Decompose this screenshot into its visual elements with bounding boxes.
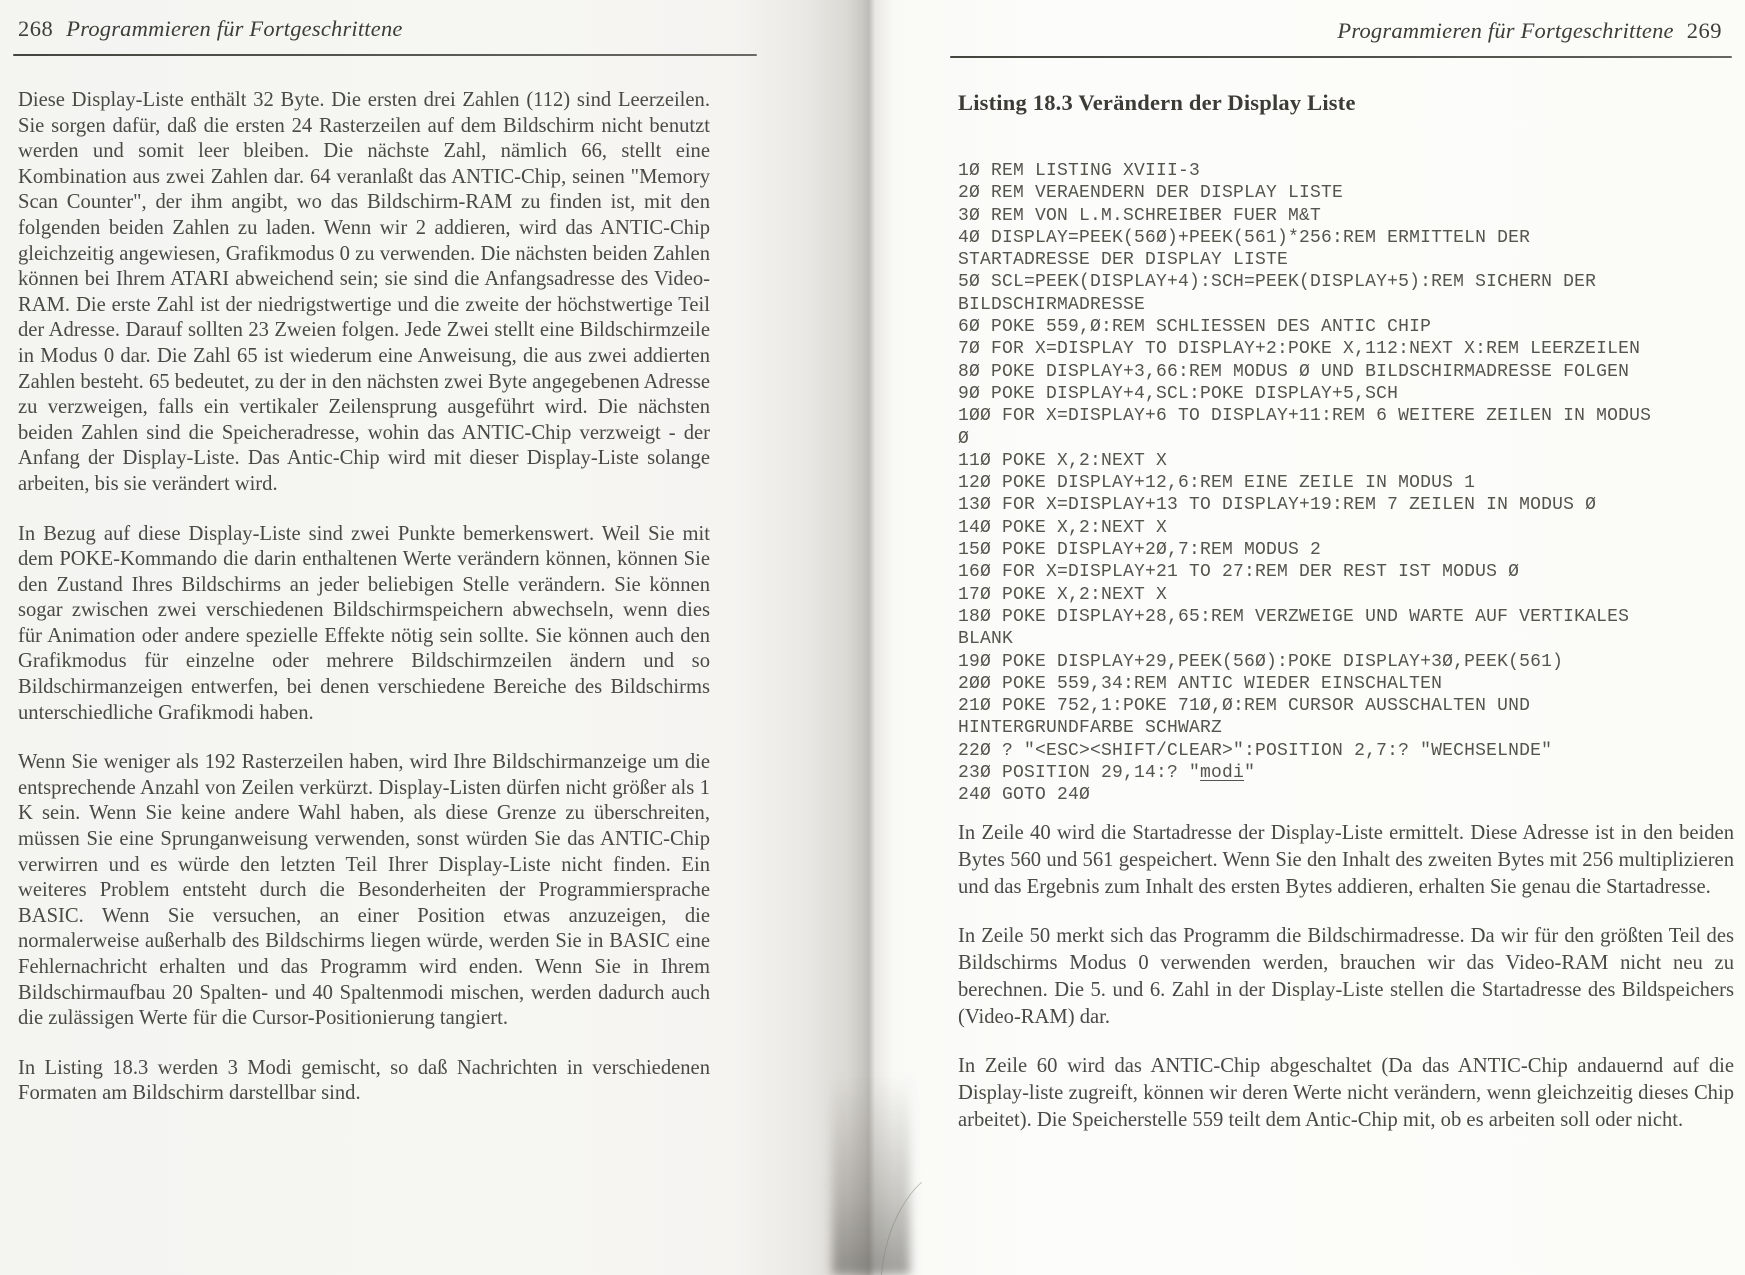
left-header-rule	[13, 54, 757, 56]
code-line: 14Ø POKE X,2:NEXT X	[958, 517, 1168, 538]
code-line: 11Ø POKE X,2:NEXT X	[958, 450, 1168, 471]
right-paragraph-3: In Zeile 60 wird das ANTIC-Chip abgeschaltet (Da das ANTIC-Chip andauernd auf die Display-liste zugreift, können wir deren Werte nicht verändern, wenn gleichzeitig dieses Chip arbeitet). Die Speicherstelle 559 teilt dem Antic-Chip mit, ob es arbeiten soll oder nicht.	[958, 1055, 1734, 1131]
code-line: 6Ø POKE 559,Ø:REM SCHLIESSEN DES ANTIC CHIP	[958, 317, 1432, 338]
right-paragraph-2: In Zeile 50 merkt sich das Programm die Bildschirmadresse. Da wir für den größten Teil des Bildschirms Modus 0 verwenden werden, brauchen wir das Video-RAM nicht neu zu berechnen. Die 5. und 6. Zahl in der Display-Liste stellen die Startadresse des Bildspeichers (Video-RAM) dar.	[958, 925, 1734, 1028]
code-line: BLANK	[958, 629, 1014, 650]
code-line: 4Ø DISPLAY=PEEK(56Ø)+PEEK(561)*256:REM ERMITTELN DER	[958, 227, 1531, 248]
code-line: 15Ø POKE DISPLAY+2Ø,7:REM MODUS 2	[958, 540, 1322, 561]
code-text: "	[1244, 763, 1256, 784]
code-line: 2Ø REM VERAENDERN DER DISPLAY LISTE	[958, 183, 1344, 204]
right-running-head	[1337, 18, 1722, 44]
right-page-body	[958, 820, 1734, 1156]
right-page-number: 269	[1686, 18, 1722, 43]
code-line: 12Ø POKE DISPLAY+12,6:REM EINE ZEILE IN MODUS 1	[958, 473, 1476, 494]
left-paragraph-4: In Listing 18.3 werden 3 Modi gemischt, so daß Nachrichten in verschiedenen Formaten am Bildschirm darstellbar sind.	[18, 1056, 710, 1105]
code-line: 13Ø FOR X=DISPLAY+13 TO DISPLAY+19:REM 7 ZEILEN IN MODUS Ø	[958, 495, 1597, 516]
code-line: 1Ø REM LISTING XVIII-3	[958, 161, 1201, 181]
code-line: 3Ø REM VON L.M.SCHREIBER FUER M&T	[958, 205, 1322, 226]
left-paragraph-2: In Bezug auf diese Display-Liste sind zwei Punkte bemerkenswert. Weil Sie mit dem POKE-Kommando die darin enthaltenen Werte verändern können, können Sie den Zustand Ihres Bildschirms an jeder beliebigen Stelle verändern. Sie können sogar zwischen zwei verschiedenen Bildschirmspeichern abwechseln, wenn dies für Animation oder andere spezielle Effekte nötig sein sollte. Sie können auch den Grafikmodus für einzelne oder mehrere Bildschirmzeilen ändern und so Bildschirmanzeigen entwerfen, bei denen verschiedene Bereiche des Bildschirms unterschiedliche Grafikmodi haben.	[18, 522, 710, 724]
code-line: 7Ø FOR X=DISPLAY TO DISPLAY+2:POKE X,112:NEXT X:REM LEERZEILEN	[958, 339, 1641, 360]
code-line: BILDSCHIRMADRESSE	[958, 294, 1146, 315]
code-line: 17Ø POKE X,2:NEXT X	[958, 584, 1168, 605]
basic-code-listing	[958, 160, 1738, 807]
right-header-rule	[950, 56, 1732, 58]
left-running-head	[18, 16, 403, 42]
code-line	[958, 762, 1738, 784]
code-line: Ø	[958, 428, 970, 449]
right-paragraph-1: In Zeile 40 wird die Startadresse der Display-Liste ermittelt. Diese Adresse ist in den beiden Bytes 560 und 561 gespeichert. Wenn Sie den Inhalt des zweiten Bytes mit 256 multiplizieren und das Ergebnis zum Inhalt des ersten Bytes addieren, erhalten Sie genau die Startadresse.	[958, 822, 1734, 898]
code-line: 1ØØ FOR X=DISPLAY+6 TO DISPLAY+11:REM 6 WEITERE ZEILEN IN MODUS	[958, 406, 1652, 427]
code-text: 23Ø POSITION 29,14:? "	[958, 763, 1201, 784]
code-line: 9Ø POKE DISPLAY+4,SCL:POKE DISPLAY+5,SCH	[958, 383, 1399, 404]
code-line: 19Ø POKE DISPLAY+29,PEEK(56Ø):POKE DISPLAY+3Ø,PEEK(561)	[958, 651, 1564, 672]
left-paragraph-1: Diese Display-Liste enthält 32 Byte. Die ersten drei Zahlen (112) sind Leerzeilen. Sie sorgen dafür, daß die ersten 24 Rasterzeilen auf dem Bildschirm nicht benutzt werden und somit leer bleiben. Die nächste Zahl, nämlich 66, stellt eine Kombination aus zwei Zahlen dar. 64 veranlaßt das ANTIC-Chip, seinen "Memory Scan Counter", der ihm angibt, wo das Bildschirm-RAM zu finden ist, mit den folgenden beiden Zahlen zu laden. Wenn wir 2 addieren, wird das ANTIC-Chip gleichzeitig angewiesen, Grafikmodus 0 zu verwenden. Die nächsten beiden Zahlen können bei Ihrem ATARI abweichend sein; sie sind die Anfangsadresse des Video-RAM. Die erste Zahl ist der niedrigstwertige und die zweite der höchstwertige Teil der Adresse. Darauf sollten 23 Zweien folgen. Jede Zwei stellt eine Bildschirmzeile in Modus 0 dar. Die Zahl 65 ist wiederum eine Anweisung, die aus zwei addierten Zahlen besteht. 65 bedeutet, zu der in den nächsten zwei Byte angegebenen Adresse zu verzweigen, falls ein vertikaler Zeilensprung ausgeführt wird. Die nächsten beiden Zahlen sind die Speicheradresse, wohin das ANTIC-Chip verzweigt - der Anfang der Display-Liste. Das Antic-Chip wird mit dieser Display-Liste solange arbeiten, bis sie verändert wird.	[18, 89, 710, 495]
code-line: 8Ø POKE DISPLAY+3,66:REM MODUS Ø UND BILDSCHIRMADRESSE FOLGEN	[958, 361, 1630, 382]
code-line: 22Ø ? "<ESC><SHIFT/CLEAR>":POSITION 2,7:? "WECHSELNDE"	[958, 740, 1553, 761]
listing-heading: Listing 18.3 Verändern der Display Liste	[958, 90, 1356, 115]
code-line: 24Ø GOTO 24Ø	[958, 785, 1091, 806]
code-line: 2ØØ POKE 559,34:REM ANTIC WIEDER EINSCHALTEN	[958, 673, 1443, 694]
left-page-number: 268	[18, 16, 54, 41]
code-line: 5Ø SCL=PEEK(DISPLAY+4):SCH=PEEK(DISPLAY+5):REM SICHERN DER	[958, 272, 1597, 293]
code-line: 21Ø POKE 752,1:POKE 71Ø,Ø:REM CURSOR AUSSCHALTEN UND	[958, 696, 1531, 717]
code-line: HINTERGRUNDFARBE SCHWARZ	[958, 718, 1223, 739]
left-paragraph-3: Wenn Sie weniger als 192 Rasterzeilen haben, wird Ihre Bildschirmanzeige um die entsprechende Anzahl von Zeilen verkürzt. Display-Listen dürfen nicht größer als 1 K sein. Wenn Sie keine andere Wahl haben, als diese Grenze zu überschreiten, müssen Sie eine Sprunganweisung verwenden, sonst würden Sie das ANTIC-Chip verwirren und es würde den letzten Teil Ihrer Display-Liste nicht finden. Ein weiteres Problem entsteht durch die Besonderheiten der Programmiersprache BASIC. Wenn Sie versuchen, an einer Position etwas anzuzeigen, die normalerweise außerhalb des Bildschirms liegen würde, werden Sie in BASIC eine Fehlernachricht erhalten und das Programm wird enden. Wenn Sie in Ihrem Bildschirmaufbau 20 Spalten- und 40 Spaltenmodi mischen, werden dadurch auch die zulässigen Werte für die Cursor-Positionierung tangiert.	[18, 751, 710, 1030]
left-page-body	[18, 88, 710, 1131]
inverse-video-text: modi	[1200, 763, 1245, 784]
code-line: 16Ø FOR X=DISPLAY+21 TO 27:REM DER REST IST MODUS Ø	[958, 562, 1520, 583]
code-line: 18Ø POKE DISPLAY+28,65:REM VERZWEIGE UND WARTE AUF VERTIKALES	[958, 606, 1630, 627]
code-line: STARTADRESSE DER DISPLAY LISTE	[958, 250, 1289, 271]
left-running-title: Programmieren für Fortgeschrittene	[66, 16, 403, 41]
right-running-title: Programmieren für Fortgeschrittene	[1337, 18, 1674, 43]
